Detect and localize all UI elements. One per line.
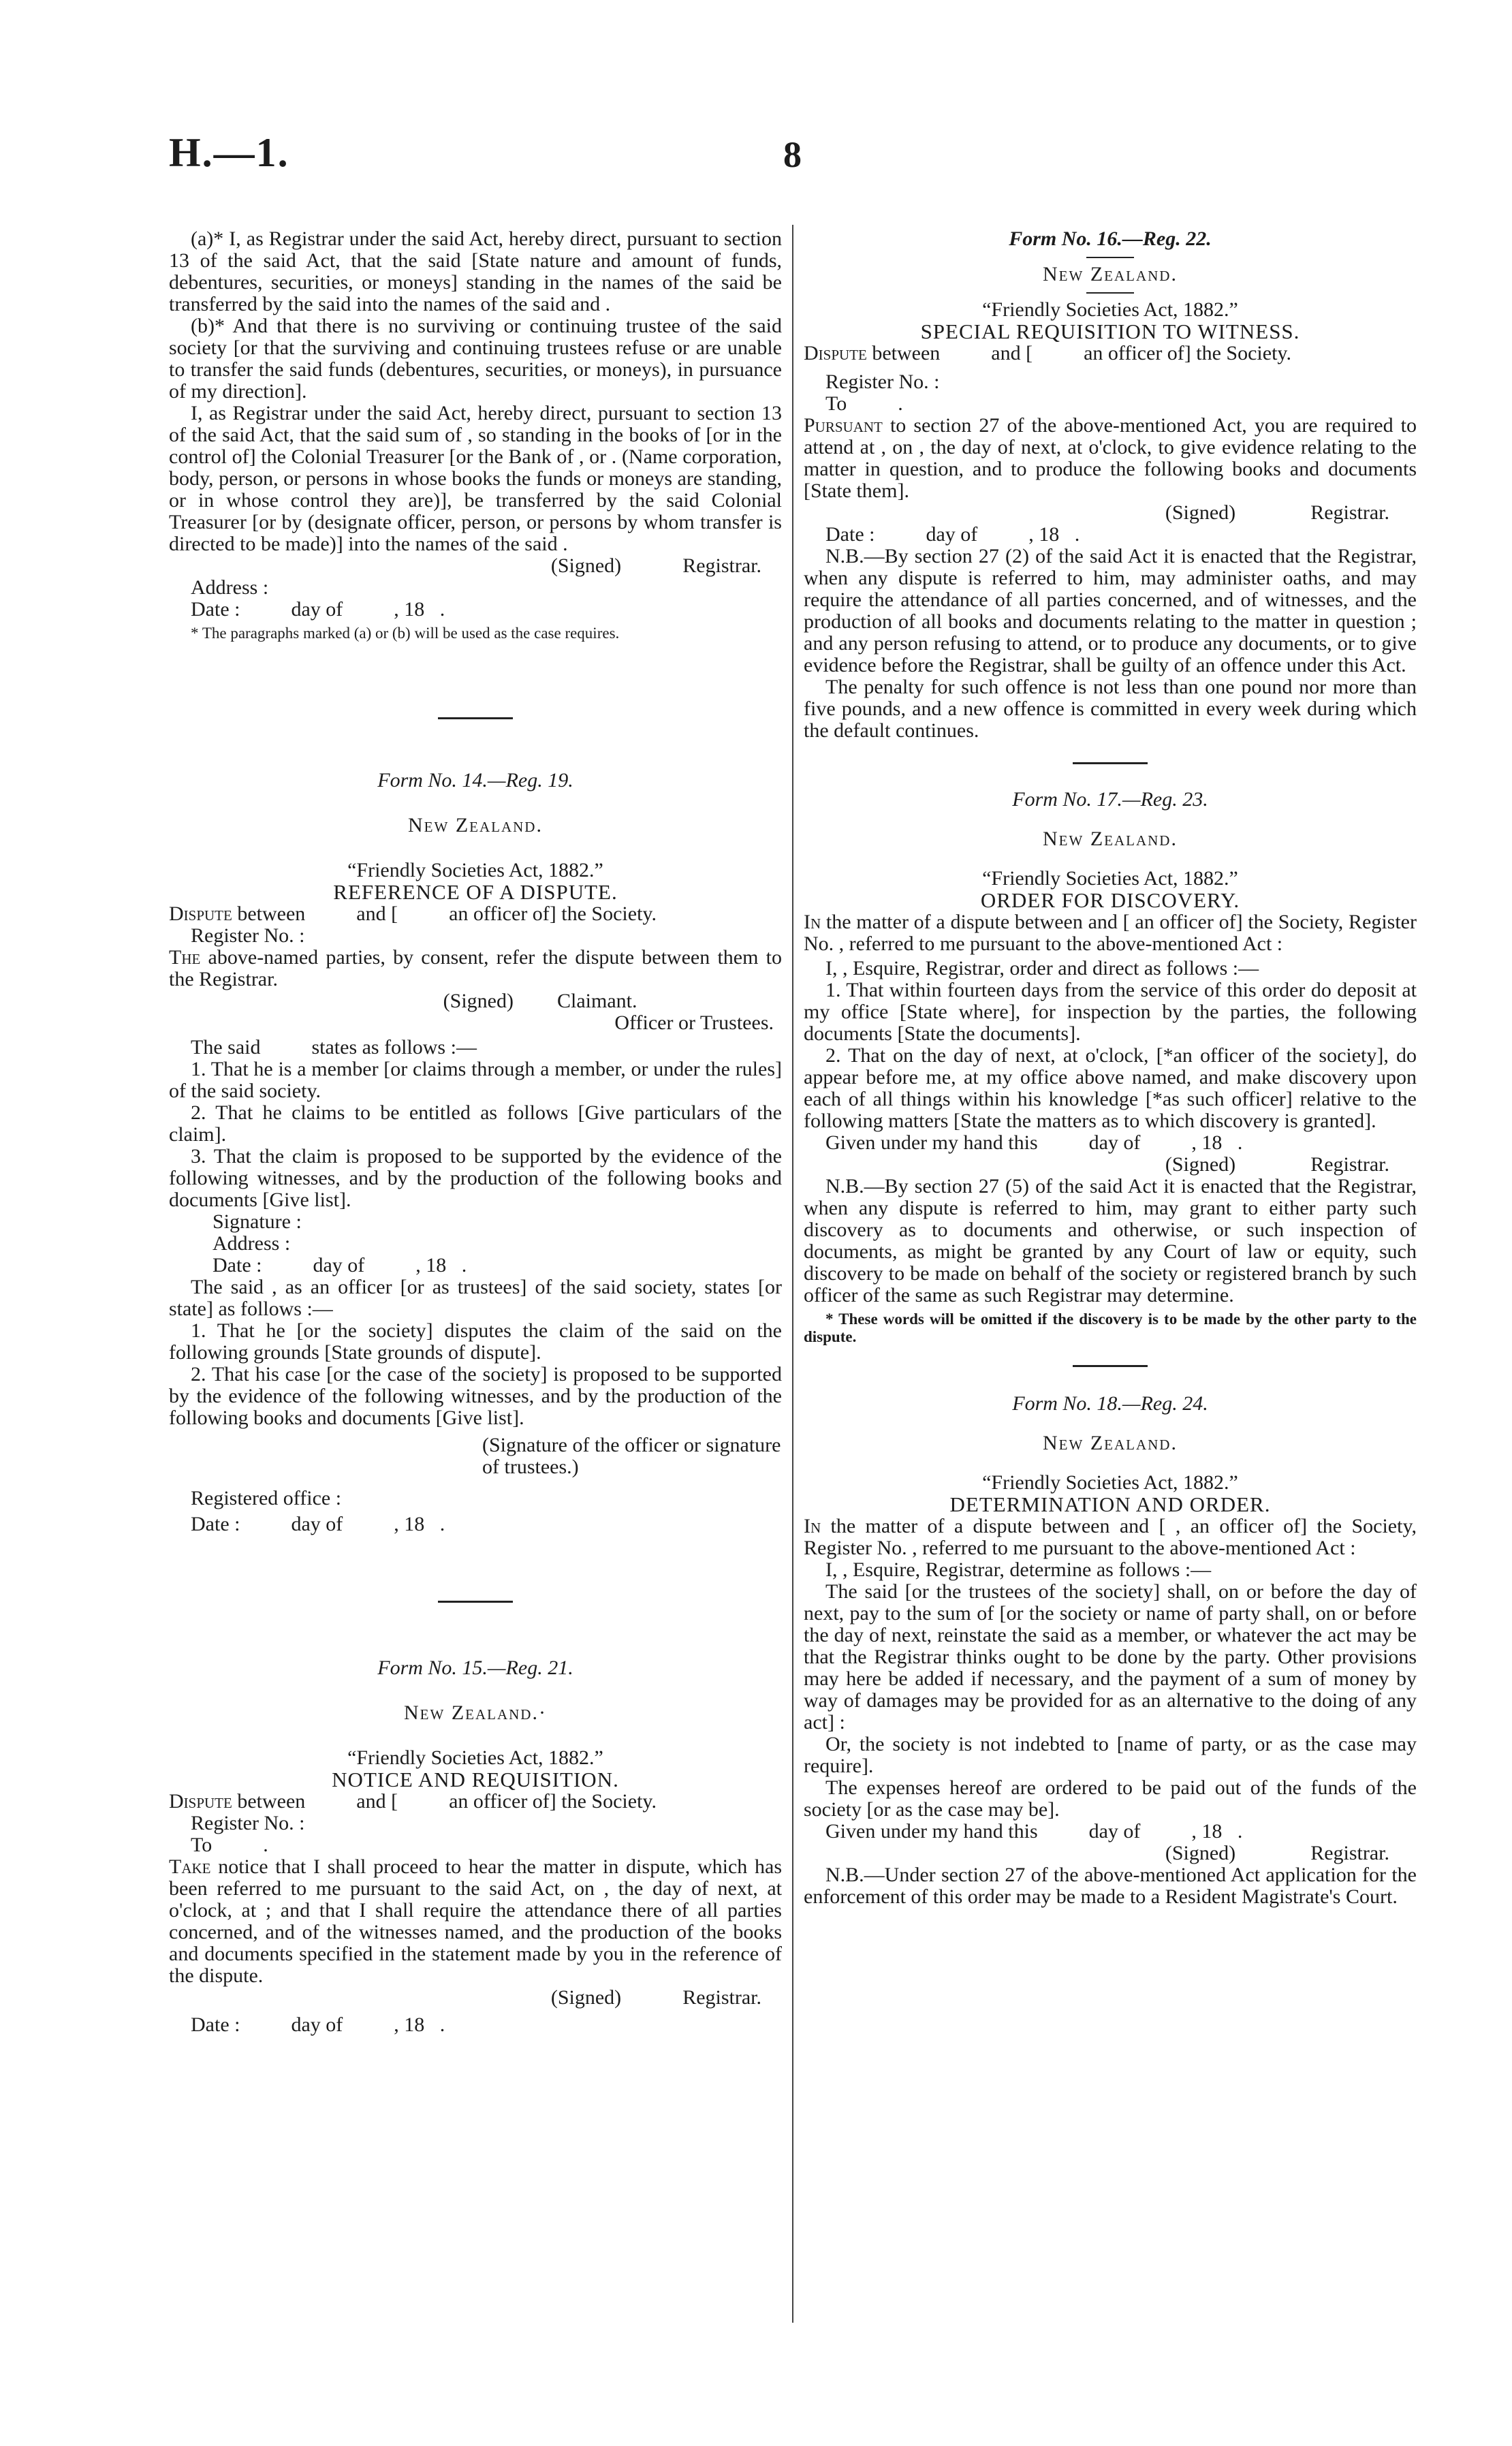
registrar-label: Registrar. xyxy=(1310,1842,1389,1864)
nota-bene: N.B.—By section 27 (5) of the said Act it is enacted that the Registrar, when any dispute is referred to him, may grant to either party such discovery as to documents and otherwise, or such inspection of documents, as might be granted by any Court of law or equity, such discovery to be made on behalf of the society or registered branch by such officer of the same as such Registrar may determine. xyxy=(804,1175,1417,1306)
date-line: Date : day of , 18 . xyxy=(191,598,445,621)
date-line: Date : day of , 18 . xyxy=(212,1254,467,1276)
dispute-text: between and [ an officer of] the Society. xyxy=(232,1790,657,1813)
to-line: To . xyxy=(825,392,903,415)
country-heading: New Zealand. xyxy=(1043,828,1178,850)
column-divider xyxy=(792,225,793,2323)
section-rule xyxy=(1073,762,1148,764)
officer-signature-note: (Signature of the officer or signature of trustees.) xyxy=(482,1434,781,1478)
registrar-label: Registrar. xyxy=(682,1986,761,2009)
paragraph-b: (b)* And that there is no surviving or continuing trustee of the said society [or that the surviving and continuing trustees refuse or are unable to transfer the said funds (debentures, securities, or moneys), in pursuance of my direction]. xyxy=(169,315,782,403)
dispute-text: between and [ an officer of] the Society. xyxy=(866,342,1291,364)
header-reference: H.—1. xyxy=(169,130,289,175)
section-rule xyxy=(1073,1365,1148,1367)
claimant-label: Claimant. xyxy=(557,990,637,1012)
signature-line xyxy=(804,1154,1417,1176)
society-states: The said , as an officer [or as trustees] of the said society, states [or state] as follows :— xyxy=(169,1276,782,1320)
nota-bene: N.B.—By section 27 (2) of the said Act it is enacted that the Registrar, when any dispute is referred to him, may administer oaths, and may require the attendance of all parties concerned, and of witnesses, and the production of all books and documents relating to the matter in question ; and any person refusing to attend, or to produce any documents, or to give evidence before the Registrar, shall be guilty of an offence under this Act. xyxy=(804,545,1417,676)
register-line: Register No. : xyxy=(191,924,305,947)
country-heading: New Zealand. xyxy=(1043,263,1178,285)
registrar-order: I, , Esquire, Registrar, order and direct as follows :— xyxy=(825,957,1259,979)
form-17 xyxy=(804,789,1417,1346)
form-16 xyxy=(804,228,1417,742)
dispute-label: Dispute xyxy=(169,903,232,925)
take-label: Take xyxy=(169,1855,211,1878)
signed-label: (Signed) xyxy=(443,990,514,1012)
nota-bene: N.B.—Under section 27 of the above-mentioned Act application for the enforcement of this order may be made to a Resident Magistrate's Court. xyxy=(804,1864,1417,1908)
paragraph-direction: I, as Registrar under the said Act, hereby direct, pursuant to section 13 of the said Act, that the said sum of , so standing in the books of [or in the control of] the Colonial Treasurer [or the Bank of , or . (Name corporation, body, person, or persons in whose books the funds or moneys are standing, or in whose control they are)], be transferred by the said Colonial Treasurer [or by (designate officer, person, or persons by whom transfer is directed to be made)] into the names of the said . xyxy=(169,402,782,555)
form-heading: SPECIAL REQUISITION TO WITNESS. xyxy=(920,319,1300,343)
claim-item-1: 1. That he is a member [or claims through a member, or under the rules] of the said society. xyxy=(169,1058,782,1102)
matter-line xyxy=(804,911,1417,955)
form-title: Form No. 18.—Reg. 24. xyxy=(1012,1392,1208,1415)
form-title: Form No. 14.—Reg. 19. xyxy=(377,769,573,791)
paragraph-a: (a)* I, as Registrar under the said Act, hereby direct, pursuant to section 13 of the said Act, that the said [State nature and amount of funds, debentures, securities, or moneys] standing in the names of the said be transferred by the said into the names of the said and . xyxy=(169,228,782,315)
address-line: Address : xyxy=(191,576,269,599)
registrar-determination: I, , Esquire, Registrar, determine as follows :— xyxy=(825,1558,1212,1581)
signed-label: (Signed) xyxy=(1165,1842,1236,1864)
form-heading: NOTICE AND REQUISITION. xyxy=(332,1768,619,1791)
penalty-note: The penalty for such offence is not less than one pound nor more than five pounds, and a new offence is committed in every week during which the default continues. xyxy=(804,676,1417,742)
claim-item-3: 3. That the claim is proposed to be supported by the evidence of the following witnesses, and by the production of the following books and documents [Give list]. xyxy=(169,1145,782,1211)
register-line: Register No. : xyxy=(825,371,940,393)
act-title: “Friendly Societies Act, 1882.” xyxy=(347,1746,603,1769)
given-line: Given under my hand this day of , 18 . xyxy=(825,1131,1243,1154)
alternative-line: Or, the society is not indebted to [name of party, or as the case may require]. xyxy=(804,1733,1417,1777)
registrar-label: Registrar. xyxy=(682,554,761,577)
signed-label: (Signed) xyxy=(1165,501,1236,524)
order-item-2: 2. That on the day of next, at o'clock, [*an officer of the society], do appear before me, at my office above named, and make discovery upon each of all things within his knowledge [*as such officer] relative to the following matters [State the matters as to which discovery is granted]. xyxy=(804,1044,1417,1132)
requisition-text xyxy=(804,415,1417,502)
form-15 xyxy=(169,1657,782,2036)
form-heading: ORDER FOR DISCOVERY. xyxy=(980,888,1240,912)
signature-line xyxy=(169,555,782,577)
states-line: The said states as follows :— xyxy=(191,1036,477,1059)
defence-item-2: 2. That his case [or the case of the society] is proposed to be supported by the evidence of the following witnesses, and by the production of the following books and documents [Give list]. xyxy=(169,1363,782,1429)
requisition-body: to section 27 of the above-mentioned Act, you are required to attend at , on , the day of next, at o'clock, to give evidence relating to the matter in question, and to produce the following books and documents [State them]. xyxy=(804,414,1417,502)
signature-line: Signature : xyxy=(212,1210,302,1233)
consent-line xyxy=(169,947,782,990)
form-18 xyxy=(804,1393,1417,1908)
signature-line xyxy=(804,502,1417,524)
act-title: “Friendly Societies Act, 1882.” xyxy=(982,1471,1238,1494)
signed-label: (Signed) xyxy=(550,1986,622,2009)
claim-item-2: 2. That he claims to be entitled as follows [Give particulars of the claim]. xyxy=(169,1101,782,1146)
title-rule xyxy=(1086,257,1134,258)
form-heading: REFERENCE OF A DISPUTE. xyxy=(333,880,618,904)
dispute-text: between and [ an officer of] the Society. xyxy=(232,903,657,925)
registered-office: Registered office : xyxy=(191,1487,342,1509)
act-title: “Friendly Societies Act, 1882.” xyxy=(982,867,1238,890)
signed-label: (Signed) xyxy=(1165,1153,1236,1176)
section-rule xyxy=(438,717,513,719)
matter-text: the matter of a dispute between and [ an officer of] the Society, Register No. , referred to me pursuant to the above-mentioned Act : xyxy=(804,911,1417,955)
officer-label: Officer or Trustees. xyxy=(614,1012,774,1034)
left-column xyxy=(169,228,782,2036)
footnote: * The paragraphs marked (a) or (b) will be used as the case requires. xyxy=(191,625,620,642)
given-line: Given under my hand this day of , 18 . xyxy=(825,1820,1243,1843)
form-14 xyxy=(169,770,782,1535)
notice-body: notice that I shall proceed to hear the matter in dispute, which has been referred to me pursuant to the said Act, on , the day of next, at o'clock, at ; and that I shall require the attendance there of all parties concerned, and of the witnesses named, and the production of the books and documents specified in the statement made by you in the reference of the dispute. xyxy=(169,1855,782,1987)
order-item-1: 1. That within fourteen days from the service of this order do deposit at my office [State where], for inspection by the parties, the following documents [State the documents]. xyxy=(804,979,1417,1045)
dispute-line xyxy=(169,903,782,925)
footnote: * These words will be omitted if the discovery is to be made by the other party to the dispute. xyxy=(804,1311,1417,1345)
title-rule xyxy=(1086,292,1134,294)
defence-item-1: 1. That he [or the society] disputes the claim of the said on the following grounds [State grounds of dispute]. xyxy=(169,1319,782,1364)
section-rule xyxy=(438,1601,513,1603)
notice-text xyxy=(169,1856,782,1987)
signature-line xyxy=(169,1987,782,2009)
registrar-label: Registrar. xyxy=(1310,501,1389,524)
date-line: Date : day of , 18 . xyxy=(191,1513,445,1535)
matter-line xyxy=(804,1516,1417,1559)
to-line: To . xyxy=(191,1834,268,1856)
act-title: “Friendly Societies Act, 1882.” xyxy=(982,298,1238,321)
matter-text: the matter of a dispute between and [ , an officer of] the Society, Register No. , referred to me pursuant to the above-mentioned Act : xyxy=(804,1515,1417,1559)
date-line: Date : day of , 18 . xyxy=(191,2013,445,2036)
dispute-line xyxy=(804,343,1417,364)
registrar-label: Registrar. xyxy=(1310,1153,1389,1176)
form-title: Form No. 15.—Reg. 21. xyxy=(377,1657,573,1679)
country-heading: New Zealand. xyxy=(408,814,543,836)
act-title: “Friendly Societies Act, 1882.” xyxy=(347,859,603,881)
register-line: Register No. : xyxy=(191,1812,305,1834)
determination-body: The said [or the trustees of the society] shall, on or before the day of next, pay to the sum of [or the society or name of party shall, on or before the day of next, reinstate the said as a member, or whatever the act may be that the Registrar thinks ought to be done by the party. Other provisions may here be added if necessary, and the payment of a sum of money by way of damages may be provided for as an alternative to the doing of any act] : xyxy=(804,1580,1417,1734)
signed-label: (Signed) xyxy=(550,554,622,577)
dispute-line xyxy=(169,1791,782,1813)
country-heading: New Zealand.· xyxy=(404,1702,547,1724)
claimant-signature xyxy=(169,990,782,1012)
pursuant-label: Pursuant xyxy=(804,414,883,437)
expenses-line: The expenses hereof are ordered to be paid out of the funds of the society [or as the case may be]. xyxy=(804,1776,1417,1821)
in-label: In xyxy=(804,1515,821,1537)
the-label: The xyxy=(169,946,201,969)
right-column xyxy=(804,228,1417,1908)
date-line: Date : day of , 18 . xyxy=(825,523,1080,546)
country-heading: New Zealand. xyxy=(1043,1432,1178,1454)
dispute-label: Dispute xyxy=(804,342,867,364)
officer-signature xyxy=(169,1012,782,1034)
address-line: Address : xyxy=(212,1232,291,1255)
form-title: Form No. 17.—Reg. 23. xyxy=(1012,788,1208,811)
form-heading: DETERMINATION AND ORDER. xyxy=(949,1492,1271,1516)
signature-line xyxy=(804,1843,1417,1864)
page-number: 8 xyxy=(783,134,802,175)
dispute-label: Dispute xyxy=(169,1790,232,1813)
form-title: Form No. 16.—Reg. 22. xyxy=(1009,228,1212,250)
consent-text: above-named parties, by consent, refer the dispute between them to the Registrar. xyxy=(169,946,782,990)
in-label: In xyxy=(804,911,821,933)
